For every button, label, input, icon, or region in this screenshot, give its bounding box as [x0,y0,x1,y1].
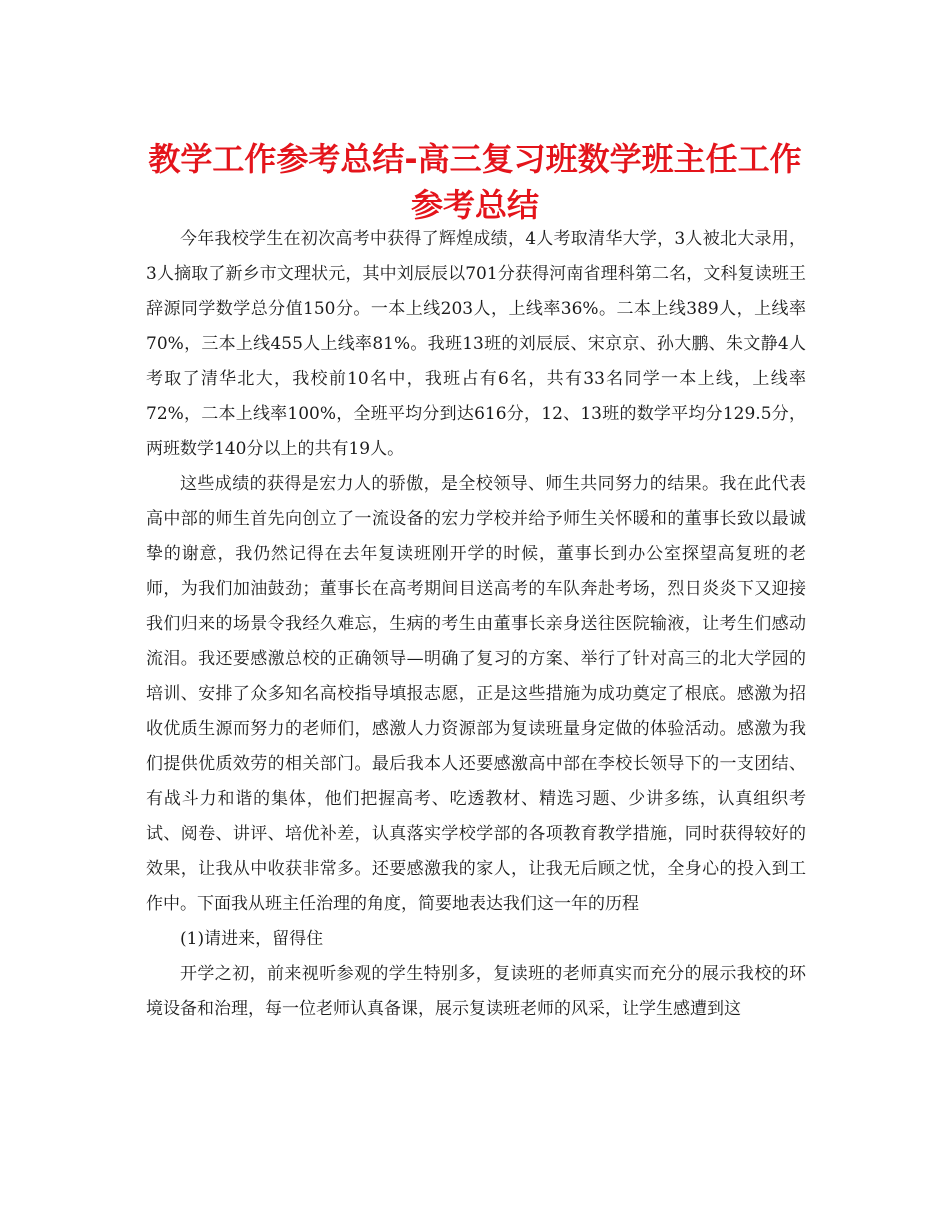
paragraph-results: 今年我校学生在初次高考中获得了辉煌成绩，4人考取清华大学，3人被北大录用，3人摘取了新乡市文理状元，其中刘辰辰以701分获得河南省理科第二名，文科复读班王辞源同学数学总分值150分。一本上线203人，上线率36%。二本上线389人，上线率70%，三本上线455人上线率81%。我班13班的刘辰辰、宋京京、孙大鹏、朱文静4人考取了清华北大，我校前10名中，我班占有6名，共有33名同学一本上线，上线率72%，二本上线率100%，全班平均分到达616分，12、13班的数学平均分129.5分，两班数学140分以上的共有19人。 [146,229,806,459]
document-title-line-1: 教学工作参考总结-高三复习班数学班主任工作 [148,140,802,178]
document-title-line-2: 参考总结 [410,186,539,224]
document-body [146,222,806,1027]
paragraph-acknowledgements: 这些成绩的获得是宏力人的骄傲，是全校领导、师生共同努力的结果。我在此代表高中部的师生首先向创立了一流设备的宏力学校并给予师生关怀暖和的董事长致以最诚挚的谢意，我仍然记得在去年复读班刚开学的时候，董事长到办公室探望高复班的老师，为我们加油鼓劲；董事长在高考期间目送高考的车队奔赴考场，烈日炎炎下又迎接我们归来的场景令我经久难忘，生病的考生由董事长亲身送往医院输液，让考生们感动流泪。我还要感激总校的正确领导—明确了复习的方案、举行了针对高三的北大学园的培训、安排了众多知名高校指导填报志愿，正是这些措施为成功奠定了根底。感激为招收优质生源而努力的老师们，感激人力资源部为复读班量身定做的体验活动。感激为我们提供优质效劳的相关部门。最后我本人还要感激高中部在李校长领导下的一支团结、有战斗力和谐的集体，他们把握高考、吃透教材、精选习题、少讲多练，认真组织考试、阅卷、讲评、培优补差，认真落实学校学部的各项教育教学措施，同时获得较好的效果，让我从中收获非常多。还要感激我的家人，让我无后顾之忧，全身心的投入到工作中。下面我从班主任治理的角度，简要地表达我们这一年的历程 [146,474,806,914]
section-heading-1: (1)请进来，留得住 [180,929,324,949]
paragraph-section-1: 开学之初，前来视听参观的学生特别多，复读班的老师真实而充分的展示我校的环境设备和治理，每一位老师认真备课，展示复读班老师的风采，让学生感遭到这 [146,964,806,1019]
